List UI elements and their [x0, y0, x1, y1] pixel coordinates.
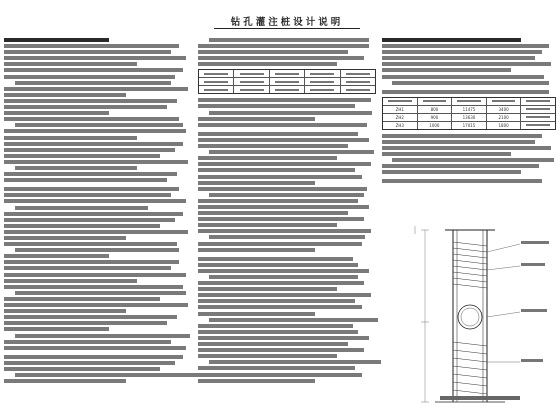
table-cell [305, 70, 340, 77]
note-line [382, 62, 551, 66]
note-line [198, 305, 362, 309]
note-line [4, 160, 188, 164]
note-line [15, 81, 171, 85]
table-cell [452, 98, 487, 105]
table-cell [487, 98, 522, 105]
note-line [198, 98, 371, 102]
note-line [4, 303, 188, 307]
table-cell [199, 86, 234, 93]
notes-column-1 [4, 38, 194, 385]
note-line [4, 129, 186, 133]
note-line [4, 279, 137, 283]
section-heading [382, 38, 521, 42]
note-line [4, 50, 171, 54]
note-line [392, 158, 554, 162]
pile-bearing-table [382, 97, 556, 130]
table-cell [234, 70, 269, 77]
note-line [382, 170, 521, 174]
note-line [15, 166, 137, 170]
note-line [15, 248, 178, 252]
note-line [198, 281, 364, 285]
note-line [392, 81, 549, 85]
note-line [4, 254, 109, 258]
table-cell [521, 106, 555, 113]
note-line [198, 324, 353, 328]
note-line [198, 50, 348, 54]
note-line [198, 287, 337, 291]
table-cell [521, 114, 555, 121]
note-line [4, 44, 179, 48]
note-line [4, 212, 183, 216]
note-line [198, 269, 369, 273]
note-line [382, 90, 549, 94]
note-line [4, 62, 137, 66]
note-line [4, 236, 126, 240]
note-line [198, 242, 362, 246]
table-cell [341, 70, 375, 77]
table-cell [521, 98, 555, 105]
note-line [15, 334, 190, 338]
table-cell: 900 [418, 114, 453, 121]
table-row [383, 98, 555, 106]
note-line [4, 193, 171, 197]
table-cell [521, 122, 555, 129]
note-line [382, 164, 539, 168]
note-line [198, 117, 315, 121]
table-row [383, 106, 555, 114]
note-line [198, 168, 355, 172]
note-line [209, 235, 366, 239]
table-cell: 800 [418, 106, 453, 113]
note-line [198, 132, 358, 136]
table-cell: 11475 [452, 106, 487, 113]
note-line [4, 260, 179, 264]
note-line [198, 187, 367, 191]
note-line [4, 148, 175, 152]
note-line [382, 68, 511, 72]
note-line [4, 117, 179, 121]
pile-parameter-table [198, 69, 376, 94]
note-line [198, 366, 355, 370]
note-line [382, 179, 542, 183]
note-line [198, 342, 348, 346]
table-row [199, 86, 375, 93]
note-line [4, 321, 167, 325]
note-line [4, 273, 186, 277]
note-line [4, 327, 109, 331]
note-line [198, 223, 337, 227]
note-line [198, 162, 371, 166]
table-cell [270, 70, 305, 77]
note-line [4, 315, 177, 319]
notes-column-2 [198, 38, 376, 385]
title-underline [214, 28, 360, 29]
note-line [4, 367, 160, 371]
table-cell [341, 78, 375, 85]
note-line [198, 336, 369, 340]
note-line [382, 134, 542, 138]
note-line [198, 156, 337, 160]
note-line [4, 93, 126, 97]
note-line [209, 111, 373, 115]
note-line [209, 193, 364, 197]
table-cell: ZH2 [383, 114, 418, 121]
table-cell [270, 78, 305, 85]
note-line [4, 285, 183, 289]
note-line [198, 248, 315, 252]
note-line [4, 361, 175, 365]
drawing-caption [440, 396, 520, 400]
note-line [15, 291, 186, 295]
note-line [4, 230, 188, 234]
note-line [382, 146, 551, 150]
note-line [4, 178, 167, 182]
note-line [382, 50, 542, 54]
pile-reinforcement-drawing [395, 222, 555, 412]
note-line [209, 38, 369, 42]
note-line [15, 206, 148, 210]
note-line [4, 224, 160, 228]
table-cell [341, 86, 375, 93]
note-line [198, 199, 358, 203]
note-line [198, 373, 362, 377]
document-title: 钻孔灌注桩设计说明 [230, 17, 344, 28]
note-line [382, 44, 549, 48]
note-line [198, 330, 358, 334]
note-line [4, 340, 171, 344]
table-cell [234, 78, 269, 85]
note-line [198, 263, 358, 267]
note-line [198, 348, 364, 352]
note-line [198, 123, 367, 127]
note-line [198, 175, 362, 179]
note-line [198, 229, 371, 233]
note-line [198, 299, 355, 303]
note-line [4, 309, 126, 313]
note-line [4, 154, 160, 158]
table-cell: 1000 [418, 122, 453, 129]
note-line [4, 242, 177, 246]
table-cell [199, 70, 234, 77]
note-line [4, 187, 179, 191]
note-line [4, 172, 177, 176]
note-line [198, 211, 348, 215]
note-line [382, 56, 535, 60]
table-cell: 3400 [487, 106, 522, 113]
table-cell: 2100 [487, 114, 522, 121]
note-line [4, 75, 175, 79]
note-line [4, 379, 126, 383]
section-heading [4, 38, 109, 42]
note-line [198, 138, 369, 142]
table-cell: ZH3 [383, 122, 418, 129]
table-cell: 1800 [487, 122, 522, 129]
note-line [15, 123, 182, 127]
table-cell [418, 98, 453, 105]
note-line [198, 104, 355, 108]
note-line [4, 87, 188, 91]
note-line [4, 105, 167, 109]
table-cell [199, 78, 234, 85]
table-row [199, 70, 375, 78]
note-line [198, 144, 348, 148]
table-row [383, 114, 555, 122]
note-line [209, 360, 382, 364]
note-line [198, 354, 337, 358]
note-line [4, 266, 171, 270]
note-line [4, 199, 186, 203]
table-cell: 17015 [452, 122, 487, 129]
note-line [198, 293, 371, 297]
table-cell [234, 86, 269, 93]
note-line [198, 205, 369, 209]
note-line [4, 218, 175, 222]
note-line [198, 217, 364, 221]
note-line [4, 142, 183, 146]
note-line [209, 150, 375, 154]
note-line [198, 379, 315, 383]
note-line [382, 140, 535, 144]
note-line [198, 56, 364, 60]
note-line [4, 297, 160, 301]
note-line [209, 318, 378, 322]
table-cell [270, 86, 305, 93]
note-line [198, 62, 337, 66]
note-line [209, 275, 359, 279]
note-line [198, 44, 369, 48]
table-cell: ZH1 [383, 106, 418, 113]
note-line [4, 56, 186, 60]
note-line [4, 111, 109, 115]
note-line [4, 68, 183, 72]
note-line [198, 257, 353, 261]
table-cell: 13630 [452, 114, 487, 121]
notes-column-3 [382, 38, 556, 186]
table-row [199, 78, 375, 86]
table-cell [383, 98, 418, 105]
table-cell [305, 86, 340, 93]
note-line [4, 346, 186, 350]
note-line [198, 312, 315, 316]
note-line [198, 181, 315, 185]
note-line [15, 373, 199, 377]
note-line [382, 152, 511, 156]
note-line [4, 355, 183, 359]
note-line [382, 75, 544, 79]
note-line [4, 136, 137, 140]
table-cell [305, 78, 340, 85]
table-row [383, 122, 555, 129]
note-line [4, 99, 177, 103]
